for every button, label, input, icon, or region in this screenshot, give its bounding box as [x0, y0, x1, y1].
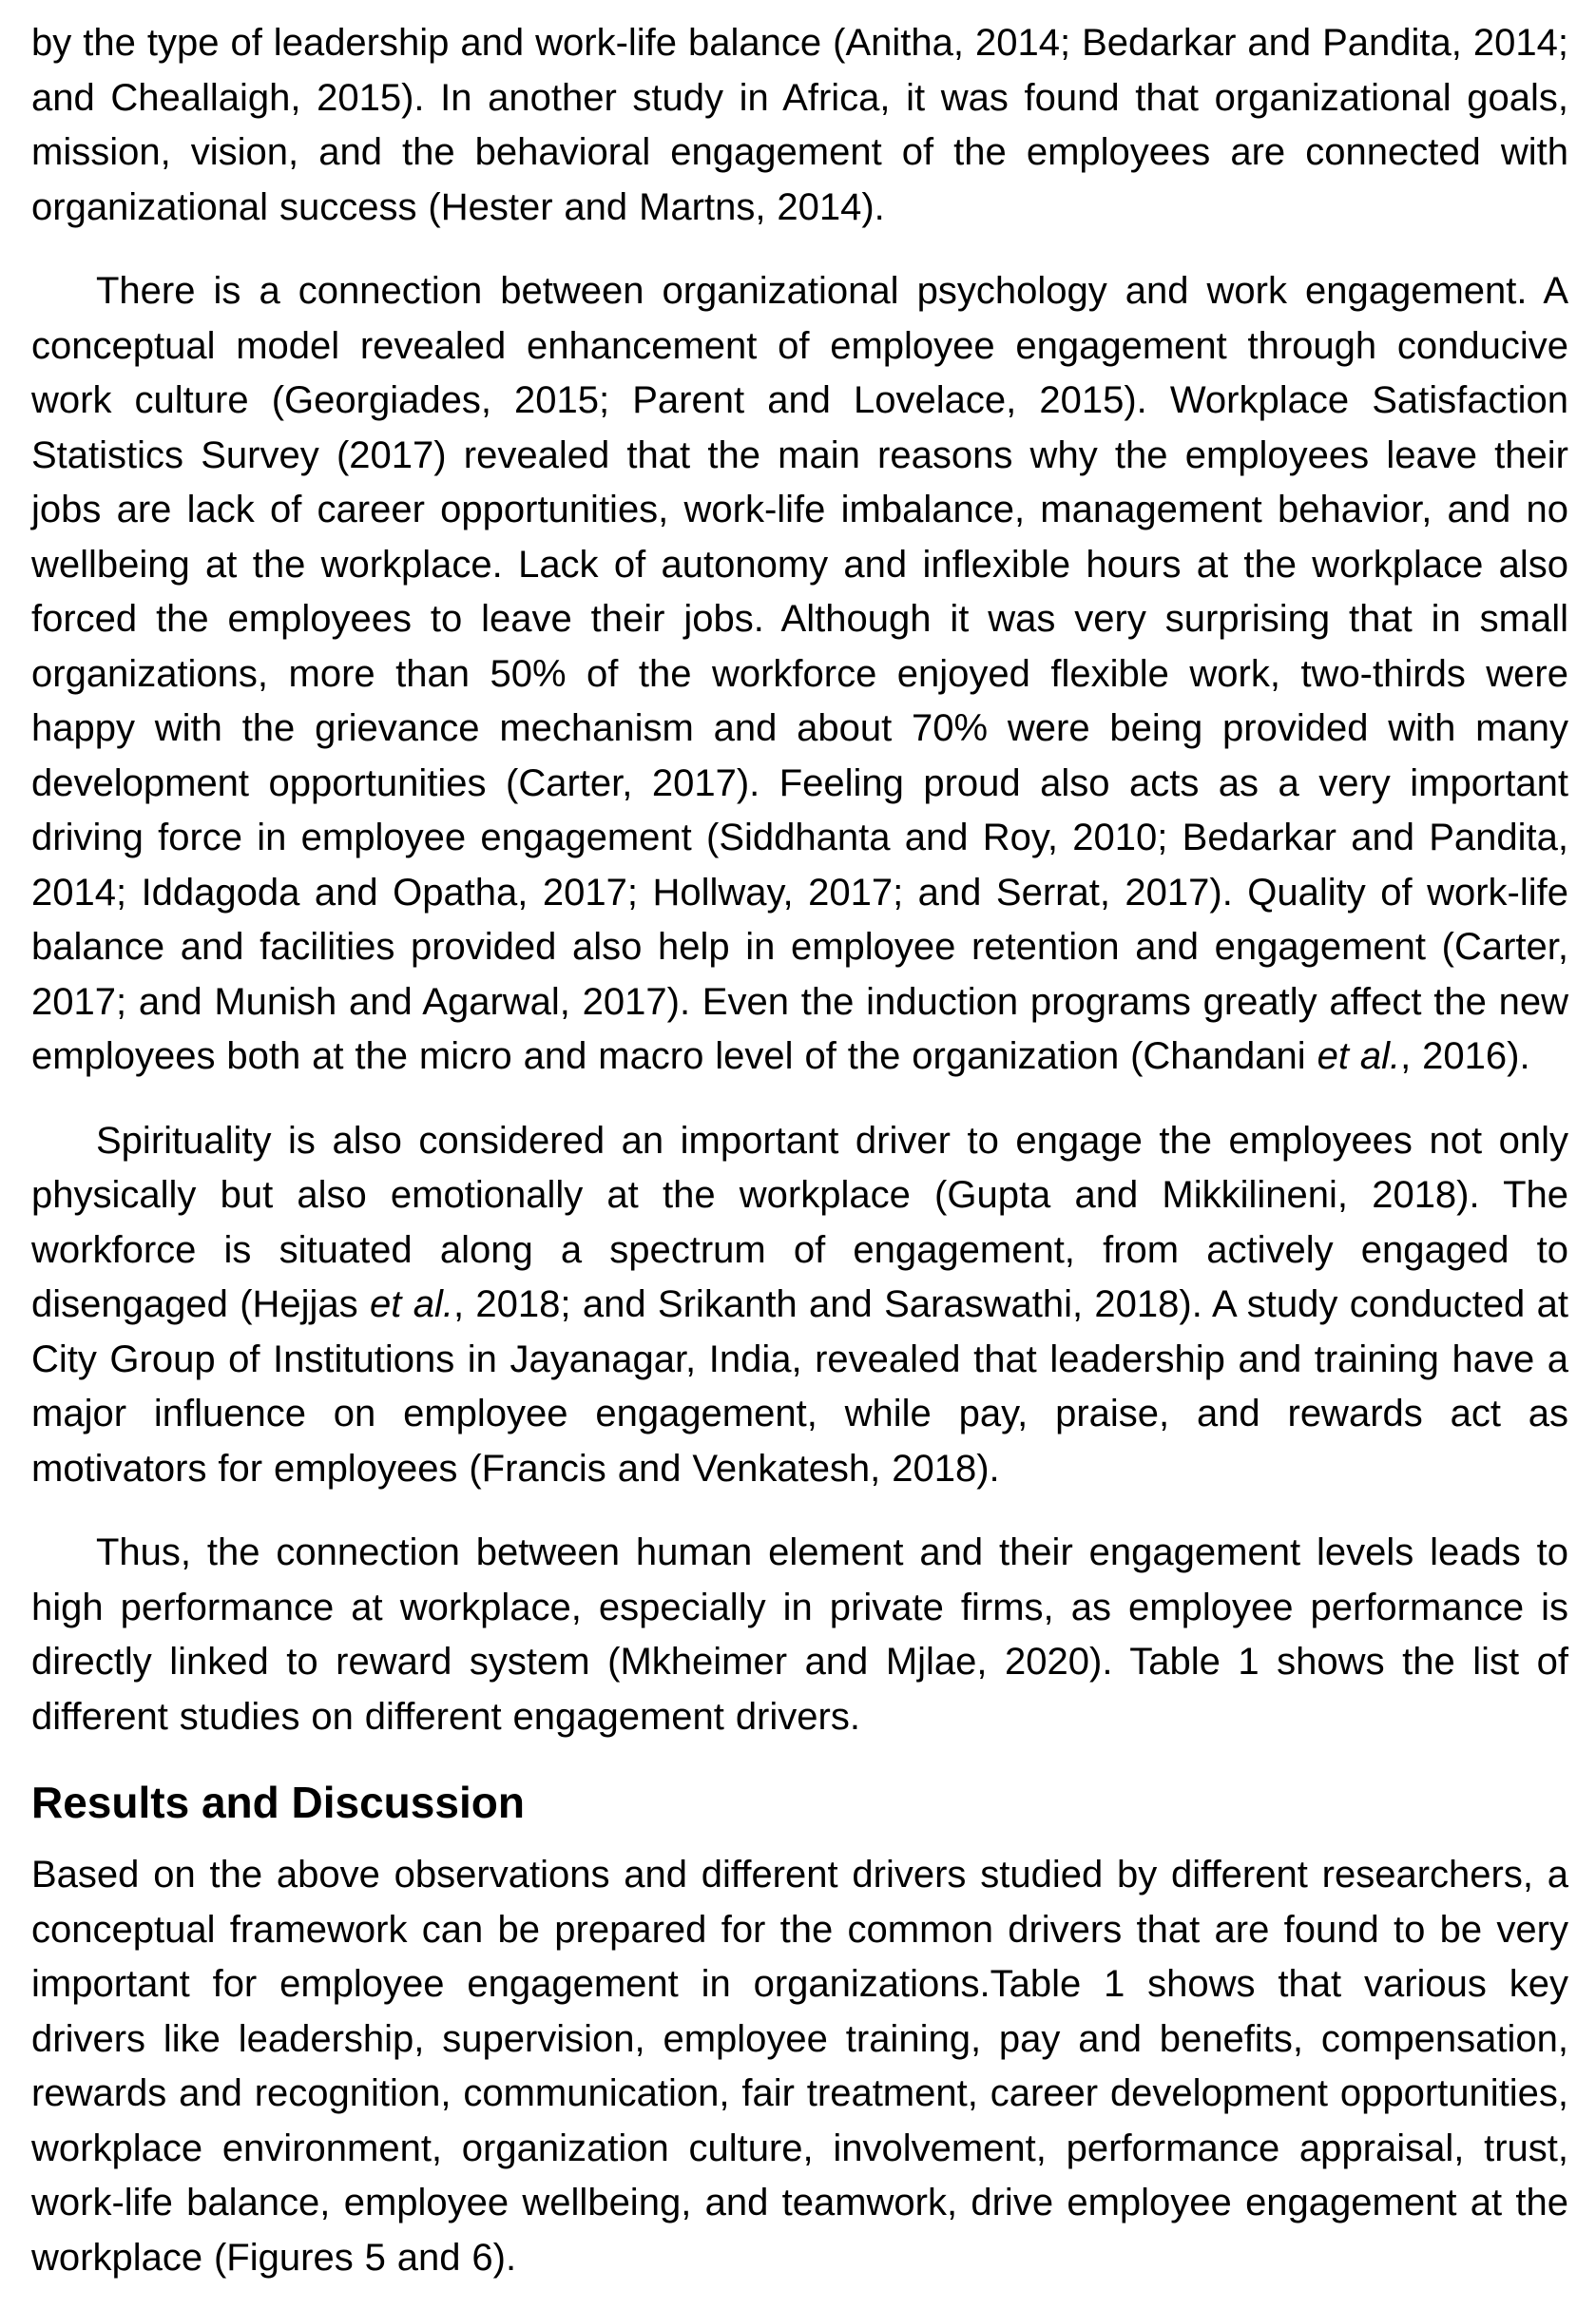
text-run: , 2016). — [1400, 1035, 1530, 1077]
paragraph — [31, 16, 1568, 235]
paragraph — [31, 1848, 1568, 2285]
text-run: Spirituality is also considered an important driver to engage the employees not only physically but also emotionally at the workplace (Gupta and Mikkilineni, 2018). The workforce is situated along a spectrum of engagement, from actively engaged to disengaged (Hejjas — [31, 1119, 1568, 1325]
text-run: by the type of leadership and work-life balance (Anitha, 2014; Bedarkar and Pandita, 2014; and Cheallaigh, 2015). In another study in Africa, it was found that organizational goals, mission, vision, and the behavioral engagement of the employees are connected with organizational success (Hester and Martns, 2014). — [31, 22, 1568, 228]
text-run: There is a connection between organizational psychology and work engagement. A conceptual model revealed enhancement of employee engagement through conducive work culture (Georgiades, 2015; Parent and Lovelace, 2015). Workplace Satisfaction Statistics Survey (2017) revealed that the main reasons why the employees leave their jobs are lack of career opportunities, work-life imbalance, management behavior, and no wellbeing at the workplace. Lack of autonomy and inflexible hours at the workplace also forced the employees to leave their jobs. Although it was very surprising that in small organizations, more than 50% of the workforce enjoyed flexible work, two-thirds were happy with the grievance mechanism and about 70% were being provided with many development opportunities (Carter, 2017). Feeling proud also acts as a very important driving force in employee engagement (Siddhanta and Roy, 2010; Bedarkar and Pandita, 2014; Iddagoda and Opatha, 2017; Hollway, 2017; and Serrat, 2017). Quality of work-life balance and facilities provided also help in employee retention and engagement (Carter, 2017; and Munish and Agarwal, 2017). Even the induction programs greatly affect the new employees both at the micro and macro level of the organization (Chandani — [31, 270, 1568, 1077]
text-run-italic: et al. — [1317, 1035, 1401, 1077]
text-run: Based on the above observations and different drivers studied by different researchers, a conceptual framework can be prepared for the common drivers that are found to be very important for employee engagement in organizations.Table 1 shows that various key drivers like leadership, supervision, employee training, pay and benefits, compensation, rewards and recognition, communication, fair treatment, career development opportunities, workplace environment, organization culture, involvement, performance appraisal, trust, work-life balance, employee wellbeing, and teamwork, drive employee engagement at the workplace (Figures 5 and 6). — [31, 1854, 1568, 2279]
section-heading: Results and Discussion — [31, 1778, 525, 1827]
body-text-top — [31, 16, 1568, 1744]
paragraph — [31, 1526, 1568, 1744]
text-run: Thus, the connection between human element and their engagement levels leads to high performance at workplace, especially in private firms, as employee performance is directly linked to reward system (Mkheimer and Mjlae, 2020). Table 1 shows the list of different studies on different engagement drivers. — [31, 1531, 1568, 1738]
paragraph — [31, 264, 1568, 1085]
text-run: , 2018; and Srikanth and Saraswathi, 2018). A study conducted at City Group of Institutions in Jayanagar, India, revealed that leadership and training have a major influence on employee engagement, while pay, praise, and rewards act as motivators for employees (Francis and Venkatesh, 2018). — [31, 1283, 1569, 1490]
text-run-italic: et al. — [370, 1283, 453, 1325]
paragraph — [31, 1114, 1568, 1497]
body-text-bottom — [31, 1848, 1568, 2285]
